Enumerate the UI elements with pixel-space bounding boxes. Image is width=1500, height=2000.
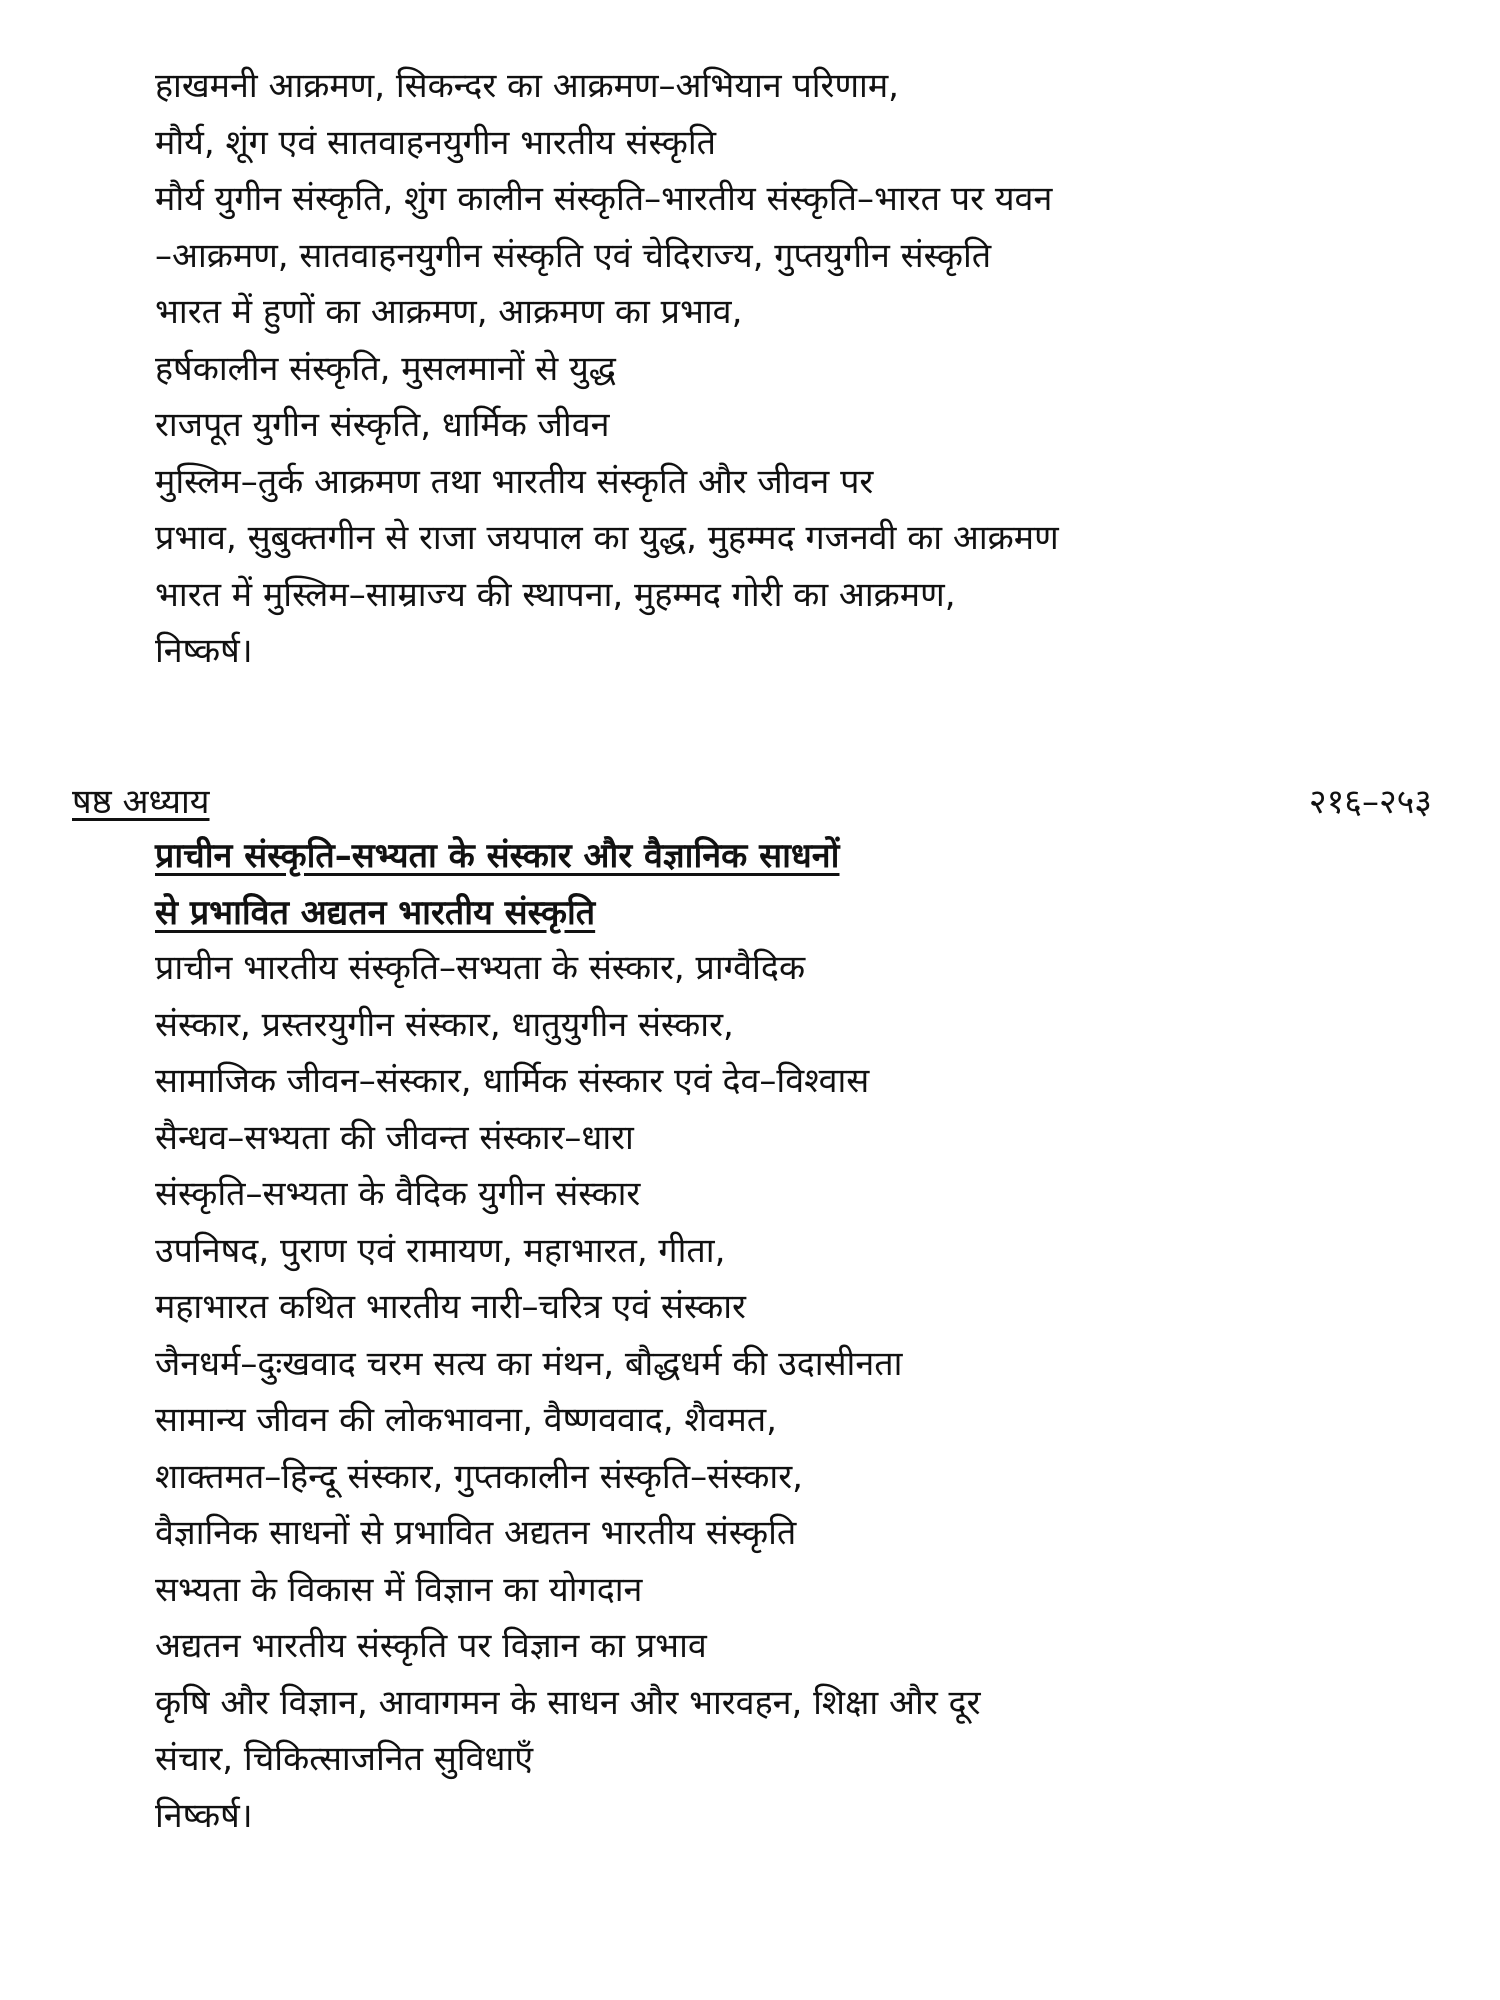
contents-line: निष्कर्ष। xyxy=(155,1795,253,1836)
contents-line: मौर्य युगीन संस्कृति, शुंग कालीन संस्कृति–भारतीय संस्कृति–भारत पर यवन xyxy=(155,179,1053,219)
contents-line: प्रभाव, सुबुक्तगीन से राजा जयपाल का युद्ध, मुहम्मद गजनवी का आक्रमण xyxy=(155,518,1059,558)
contents-line: कृषि और विज्ञान, आवागमन के साधन और भारवहन, शिक्षा और दूर xyxy=(155,1682,981,1723)
contents-line: मौर्य, शूंग एवं सातवाहनयुगीन भारतीय संस्कृति xyxy=(155,122,717,163)
contents-line: अद्यतन भारतीय संस्कृति पर विज्ञान का प्रभाव xyxy=(155,1626,707,1666)
contents-line: महाभारत कथित भारतीय नारी–चरित्र एवं संस्कार xyxy=(155,1287,746,1327)
contents-line: सामान्य जीवन की लोकभावना, वैष्णववाद, शैवमत, xyxy=(155,1400,777,1440)
contents-line: निष्कर्ष। xyxy=(155,631,253,671)
contents-line: हाखमनी आक्रमण, सिकन्दर का आक्रमण–अभियान परिणाम, xyxy=(155,66,899,106)
chapter-page-range: २१६–२५३ xyxy=(1308,782,1432,822)
contents-line: सैन्धव–सभ्यता की जीवन्त संस्कार–धारा xyxy=(155,1117,634,1158)
contents-line: भारत में हुणों का आक्रमण, आक्रमण का प्रभाव, xyxy=(155,292,743,332)
contents-line: हर्षकालीन संस्कृति, मुसलमानों से युद्ध xyxy=(155,348,616,389)
contents-line: संस्कार, प्रस्तरयुगीन संस्कार, धातुयुगीन संस्कार, xyxy=(155,1004,734,1045)
contents-line: भारत में मुस्लिम–साम्राज्य की स्थापना, मुहम्मद गोरी का आक्रमण, xyxy=(155,574,956,615)
chapter-title xyxy=(155,828,1455,941)
contents-line: –आक्रमण, सातवाहनयुगीन संस्कृति एवं चेदिराज्य, गुप्तयुगीन संस्कृति xyxy=(155,235,992,276)
contents-line: उपनिषद, पुराण एवं रामायण, महाभारत, गीता, xyxy=(155,1230,726,1271)
chapter-title-line: प्राचीन संस्कृति–सभ्यता के संस्कार और वैज्ञानिक साधनों xyxy=(155,836,840,876)
chapter-heading-row xyxy=(72,774,1432,834)
contents-line: शाक्तमत–हिन्दू संस्कार, गुप्तकालीन संस्कृति–संस्कार, xyxy=(155,1456,803,1497)
contents-line: संचार, चिकित्साजनित सुविधाएँ xyxy=(155,1739,534,1779)
contents-line: प्राचीन भारतीय संस्कृति–सभ्यता के संस्कार, प्राग्वैदिक xyxy=(155,948,806,988)
contents-line: जैनधर्म–दुःखवाद चरम सत्य का मंथन, बौद्धधर्म की उदासीनता xyxy=(155,1343,903,1384)
contents-line: सामाजिक जीवन–संस्कार, धार्मिक संस्कार एवं देव–विश्वास xyxy=(155,1061,870,1101)
contents-section-continued xyxy=(155,58,1455,680)
contents-line: राजपूत युगीन संस्कृति, धार्मिक जीवन xyxy=(155,405,610,445)
chapter-title-line: से प्रभावित अद्यतन भारतीय संस्कृति xyxy=(155,892,596,933)
contents-line: सभ्यता के विकास में विज्ञान का योगदान xyxy=(155,1569,643,1610)
chapter-label: षष्ठ अध्याय xyxy=(72,782,210,822)
contents-line: वैज्ञानिक साधनों से प्रभावित अद्यतन भारतीय संस्कृति xyxy=(155,1513,797,1553)
chapter-contents xyxy=(155,940,1455,1844)
contents-line: संस्कृति–सभ्यता के वैदिक युगीन संस्कार xyxy=(155,1174,641,1214)
contents-line: मुस्लिम–तुर्क आक्रमण तथा भारतीय संस्कृति और जीवन पर xyxy=(155,461,874,502)
